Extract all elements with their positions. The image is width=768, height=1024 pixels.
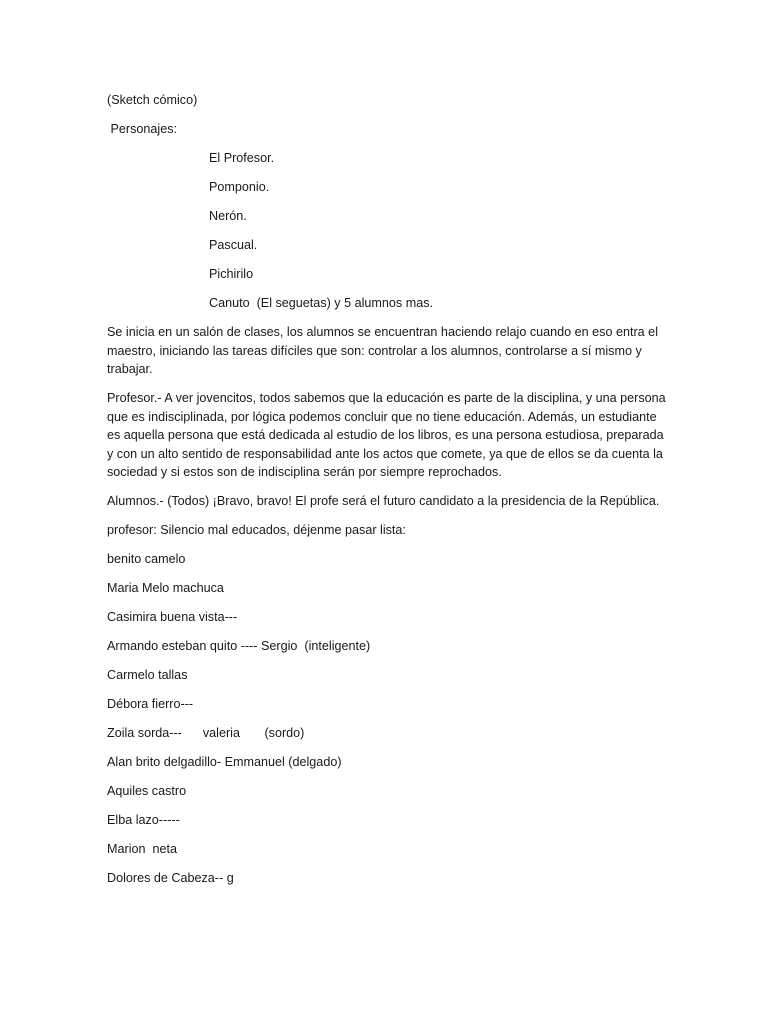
profesor-paragraph: Profesor.- A ver jovencitos, todos sabemos que la educación es parte de la disciplina, y una persona que es indisciplinada, por lógica podemos concluir que no tiene educación. Además, un estudiante es aquella persona que está dedicada al estudio de los libros, es una persona estudiosa, preparada y con un alto sentido de responsabilidad ante los actos que comete, ya que de ellos se da cuenta la sociedad y si estos son de indisciplina serán por siempre reprochados.	[107, 391, 666, 479]
character-item: Pomponio.	[209, 180, 270, 194]
roll-call-list	[107, 550, 667, 888]
character-item: Pichirilo	[209, 267, 254, 281]
roll-call-item: Débora fierro---	[107, 697, 194, 711]
character-item: El Profesor.	[209, 151, 275, 165]
roll-call-item: Armando esteban quito ---- Sergio (inteligente)	[107, 639, 371, 653]
character-item: Canuto (El seguetas) y 5 alumnos mas.	[209, 296, 433, 310]
characters-heading: Personajes:	[107, 122, 178, 136]
sketch-label: (Sketch cómico)	[107, 93, 198, 107]
profesor-list-intro: profesor: Silencio mal educados, déjenme pasar lista:	[107, 523, 406, 537]
document-body	[107, 91, 667, 898]
roll-call-item: Carmelo tallas	[107, 668, 188, 682]
roll-call-item: Marion neta	[107, 842, 178, 856]
roll-call-item: Alan brito delgadillo- Emmanuel (delgado)	[107, 755, 342, 769]
characters-list	[107, 149, 667, 313]
roll-call-item: Elba lazo-----	[107, 813, 180, 827]
roll-call-item: Dolores de Cabeza-- g	[107, 871, 234, 885]
roll-call-item: Aquiles castro	[107, 784, 187, 798]
roll-call-item: Zoila sorda--- valeria (sordo)	[107, 726, 305, 740]
character-item: Nerón.	[209, 209, 247, 223]
roll-call-item: Maria Melo machuca	[107, 581, 224, 595]
roll-call-item: benito camelo	[107, 552, 186, 566]
intro-paragraph: Se inicia en un salón de clases, los alumnos se encuentran haciendo relajo cuando en eso entra el maestro, iniciando las tareas difíciles que son: controlar a los alumnos, controlarse a sí mismo y trabajar.	[107, 325, 658, 376]
character-item: Pascual.	[209, 238, 258, 252]
alumnos-paragraph: Alumnos.- (Todos) ¡Bravo, bravo! El profe será el futuro candidato a la presidencia de la República.	[107, 494, 660, 508]
roll-call-item: Casimira buena vista---	[107, 610, 238, 624]
